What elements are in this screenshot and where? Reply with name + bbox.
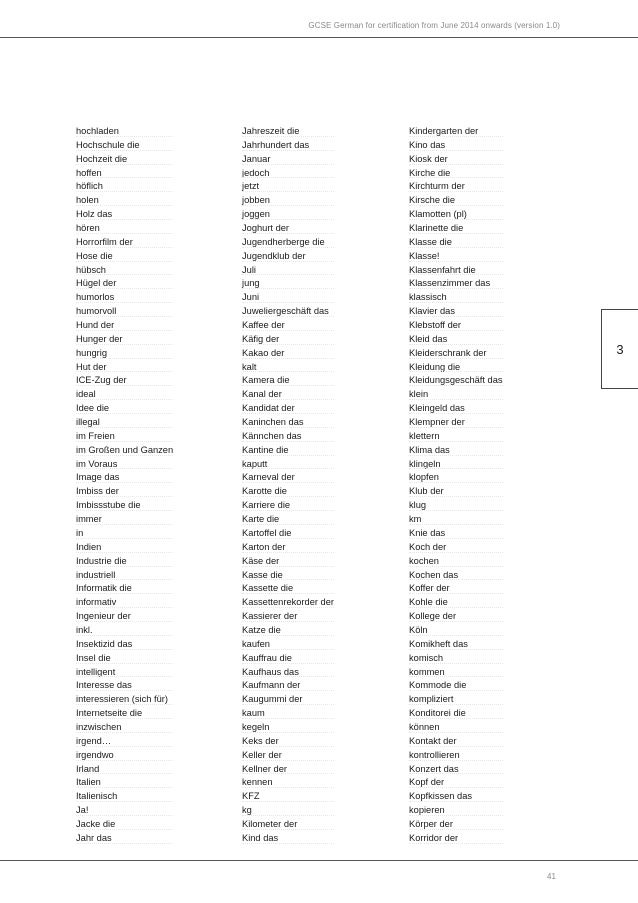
vocab-entry: Käfig der bbox=[242, 333, 334, 347]
vocab-entry: hören bbox=[76, 222, 173, 236]
vocab-entry: klettern bbox=[409, 430, 503, 444]
vocab-entry: Klebstoff der bbox=[409, 319, 503, 333]
vocab-entry: Internetseite die bbox=[76, 707, 173, 721]
page-header: GCSE German for certification from June 2014 onwards (version 1.0) bbox=[308, 21, 560, 30]
vocab-entry: Kleingeld das bbox=[409, 402, 503, 416]
vocab-entry: Kiosk der bbox=[409, 153, 503, 167]
vocab-entry: Ingenieur der bbox=[76, 610, 173, 624]
vocab-entry: Jugendherberge die bbox=[242, 236, 334, 250]
vocab-entry: humorvoll bbox=[76, 305, 173, 319]
vocab-entry: Kaffee der bbox=[242, 319, 334, 333]
vocab-entry: kaufen bbox=[242, 638, 334, 652]
vocab-entry: höflich bbox=[76, 180, 173, 194]
vocab-entry: Klasse! bbox=[409, 250, 503, 264]
vocab-entry: Juni bbox=[242, 291, 334, 305]
vocab-entry: industriell bbox=[76, 569, 173, 583]
word-column-2 bbox=[242, 125, 334, 846]
vocab-entry: hochladen bbox=[76, 125, 173, 139]
vocab-entry: kegeln bbox=[242, 721, 334, 735]
vocab-entry: kaputt bbox=[242, 458, 334, 472]
section-tab bbox=[601, 309, 638, 389]
vocab-entry: Klempner der bbox=[409, 416, 503, 430]
vocab-entry: Kartoffel die bbox=[242, 527, 334, 541]
vocab-entry: Juli bbox=[242, 264, 334, 278]
vocab-entry: Joghurt der bbox=[242, 222, 334, 236]
vocab-entry: informativ bbox=[76, 596, 173, 610]
vocab-entry: immer bbox=[76, 513, 173, 527]
vocab-entry: Konditorei die bbox=[409, 707, 503, 721]
vocab-entry: Kassierer der bbox=[242, 610, 334, 624]
vocab-entry: komisch bbox=[409, 652, 503, 666]
vocab-entry: Jugendklub der bbox=[242, 250, 334, 264]
vocab-entry: inzwischen bbox=[76, 721, 173, 735]
vocab-entry: Insel die bbox=[76, 652, 173, 666]
vocab-entry: Koch der bbox=[409, 541, 503, 555]
vocab-entry: ideal bbox=[76, 388, 173, 402]
vocab-entry: Kleid das bbox=[409, 333, 503, 347]
vocab-entry: Holz das bbox=[76, 208, 173, 222]
vocab-entry: Juweliergeschäft das bbox=[242, 305, 334, 319]
vocab-entry: Körper der bbox=[409, 818, 503, 832]
vocab-entry: Kaninchen das bbox=[242, 416, 334, 430]
vocab-entry: Horrorfilm der bbox=[76, 236, 173, 250]
vocab-entry: intelligent bbox=[76, 666, 173, 680]
footer-rule bbox=[0, 860, 638, 861]
vocab-entry: interessieren (sich für) bbox=[76, 693, 173, 707]
vocab-entry: Klasse die bbox=[409, 236, 503, 250]
vocab-entry: Klavier das bbox=[409, 305, 503, 319]
vocab-entry: Kopf der bbox=[409, 776, 503, 790]
vocab-entry: hübsch bbox=[76, 264, 173, 278]
vocab-entry: Kleidungsgeschäft das bbox=[409, 374, 503, 388]
vocab-entry: Kontakt der bbox=[409, 735, 503, 749]
vocab-entry: jedoch bbox=[242, 167, 334, 181]
vocab-entry: Indien bbox=[76, 541, 173, 555]
vocab-entry: kennen bbox=[242, 776, 334, 790]
vocab-entry: Hose die bbox=[76, 250, 173, 264]
vocab-entry: Karneval der bbox=[242, 471, 334, 485]
vocab-entry: Klub der bbox=[409, 485, 503, 499]
vocab-entry: kontrollieren bbox=[409, 749, 503, 763]
vocab-entry: holen bbox=[76, 194, 173, 208]
vocab-entry: Irland bbox=[76, 763, 173, 777]
vocab-entry: Kind das bbox=[242, 832, 334, 846]
vocab-entry: Kellner der bbox=[242, 763, 334, 777]
vocab-entry: Keller der bbox=[242, 749, 334, 763]
vocab-entry: Imbissstube die bbox=[76, 499, 173, 513]
vocab-entry: Kochen das bbox=[409, 569, 503, 583]
vocab-entry: jetzt bbox=[242, 180, 334, 194]
vocab-entry: Kirche die bbox=[409, 167, 503, 181]
vocab-entry: Kopfkissen das bbox=[409, 790, 503, 804]
vocab-entry: Karte die bbox=[242, 513, 334, 527]
page-number: 41 bbox=[547, 872, 556, 881]
vocab-entry: Koffer der bbox=[409, 582, 503, 596]
vocab-entry: Kleidung die bbox=[409, 361, 503, 375]
vocab-entry: joggen bbox=[242, 208, 334, 222]
vocab-entry: Korridor der bbox=[409, 832, 503, 846]
vocab-entry: Komikheft das bbox=[409, 638, 503, 652]
vocab-entry: Kirsche die bbox=[409, 194, 503, 208]
vocab-entry: Hügel der bbox=[76, 277, 173, 291]
word-column-1 bbox=[76, 125, 173, 846]
vocab-entry: Knie das bbox=[409, 527, 503, 541]
vocab-entry: Jacke die bbox=[76, 818, 173, 832]
vocab-entry: jobben bbox=[242, 194, 334, 208]
vocab-entry: kommen bbox=[409, 666, 503, 680]
vocab-entry: inkl. bbox=[76, 624, 173, 638]
vocab-entry: KFZ bbox=[242, 790, 334, 804]
vocab-entry: klingeln bbox=[409, 458, 503, 472]
vocab-entry: irgendwo bbox=[76, 749, 173, 763]
vocab-entry: Klassenfahrt die bbox=[409, 264, 503, 278]
vocab-entry: Informatik die bbox=[76, 582, 173, 596]
vocab-entry: Katze die bbox=[242, 624, 334, 638]
header-rule bbox=[0, 37, 638, 38]
vocab-entry: klug bbox=[409, 499, 503, 513]
vocab-entry: irgend… bbox=[76, 735, 173, 749]
vocab-entry: in bbox=[76, 527, 173, 541]
vocab-entry: Kakao der bbox=[242, 347, 334, 361]
vocab-entry: Kohle die bbox=[409, 596, 503, 610]
vocab-entry: Hunger der bbox=[76, 333, 173, 347]
word-column-3 bbox=[409, 125, 503, 846]
vocab-entry: Italienisch bbox=[76, 790, 173, 804]
vocab-entry: kalt bbox=[242, 361, 334, 375]
vocab-entry: Kasse die bbox=[242, 569, 334, 583]
vocab-entry: kopieren bbox=[409, 804, 503, 818]
vocab-entry: Kaugummi der bbox=[242, 693, 334, 707]
vocab-entry: im Großen und Ganzen bbox=[76, 444, 173, 458]
vocab-entry: Kandidat der bbox=[242, 402, 334, 416]
vocab-entry: Insektizid das bbox=[76, 638, 173, 652]
vocab-entry: Kindergarten der bbox=[409, 125, 503, 139]
vocab-entry: Jahrhundert das bbox=[242, 139, 334, 153]
vocab-entry: Imbiss der bbox=[76, 485, 173, 499]
vocab-entry: Hund der bbox=[76, 319, 173, 333]
vocab-entry: Kassette die bbox=[242, 582, 334, 596]
vocab-entry: Klassenzimmer das bbox=[409, 277, 503, 291]
vocab-entry: Ja! bbox=[76, 804, 173, 818]
vocab-entry: Kaufmann der bbox=[242, 679, 334, 693]
vocab-entry: Kamera die bbox=[242, 374, 334, 388]
vocab-entry: illegal bbox=[76, 416, 173, 430]
vocab-entry: können bbox=[409, 721, 503, 735]
vocab-entry: Karton der bbox=[242, 541, 334, 555]
vocab-entry: hoffen bbox=[76, 167, 173, 181]
vocab-entry: jung bbox=[242, 277, 334, 291]
vocab-entry: Kantine die bbox=[242, 444, 334, 458]
vocab-entry: Image das bbox=[76, 471, 173, 485]
vocab-entry: kochen bbox=[409, 555, 503, 569]
vocab-entry: ICE-Zug der bbox=[76, 374, 173, 388]
vocab-entry: Köln bbox=[409, 624, 503, 638]
vocab-entry: klein bbox=[409, 388, 503, 402]
section-tab-label: 3 bbox=[616, 341, 624, 357]
vocab-entry: Hut der bbox=[76, 361, 173, 375]
vocab-entry: Karriere die bbox=[242, 499, 334, 513]
vocab-entry: Kaufhaus das bbox=[242, 666, 334, 680]
vocab-entry: Klamotten (pl) bbox=[409, 208, 503, 222]
vocab-entry: Kommode die bbox=[409, 679, 503, 693]
vocab-entry: Kassettenrekorder der bbox=[242, 596, 334, 610]
vocab-entry: im Freien bbox=[76, 430, 173, 444]
vocab-entry: Klima das bbox=[409, 444, 503, 458]
vocab-entry: Italien bbox=[76, 776, 173, 790]
vocab-entry: klassisch bbox=[409, 291, 503, 305]
vocab-entry: kompliziert bbox=[409, 693, 503, 707]
vocab-entry: km bbox=[409, 513, 503, 527]
vocab-entry: humorlos bbox=[76, 291, 173, 305]
vocab-entry: Kanal der bbox=[242, 388, 334, 402]
vocab-entry: Karotte die bbox=[242, 485, 334, 499]
vocab-entry: Kauffrau die bbox=[242, 652, 334, 666]
vocab-entry: Jahr das bbox=[76, 832, 173, 846]
vocab-entry: Kino das bbox=[409, 139, 503, 153]
vocab-entry: kg bbox=[242, 804, 334, 818]
vocab-entry: hungrig bbox=[76, 347, 173, 361]
vocab-entry: Industrie die bbox=[76, 555, 173, 569]
vocab-entry: klopfen bbox=[409, 471, 503, 485]
vocab-entry: Konzert das bbox=[409, 763, 503, 777]
vocab-entry: Hochschule die bbox=[76, 139, 173, 153]
vocab-entry: Kleiderschrank der bbox=[409, 347, 503, 361]
vocab-entry: Keks der bbox=[242, 735, 334, 749]
vocab-entry: im Voraus bbox=[76, 458, 173, 472]
vocab-entry: Hochzeit die bbox=[76, 153, 173, 167]
vocab-entry: Kilometer der bbox=[242, 818, 334, 832]
vocab-entry: Jahreszeit die bbox=[242, 125, 334, 139]
vocab-entry: Januar bbox=[242, 153, 334, 167]
vocab-entry: kaum bbox=[242, 707, 334, 721]
vocab-entry: Käse der bbox=[242, 555, 334, 569]
vocab-entry: Kollege der bbox=[409, 610, 503, 624]
vocab-entry: Kännchen das bbox=[242, 430, 334, 444]
vocab-entry: Kirchturm der bbox=[409, 180, 503, 194]
vocab-entry: Klarinette die bbox=[409, 222, 503, 236]
vocab-entry: Interesse das bbox=[76, 679, 173, 693]
vocab-entry: Idee die bbox=[76, 402, 173, 416]
